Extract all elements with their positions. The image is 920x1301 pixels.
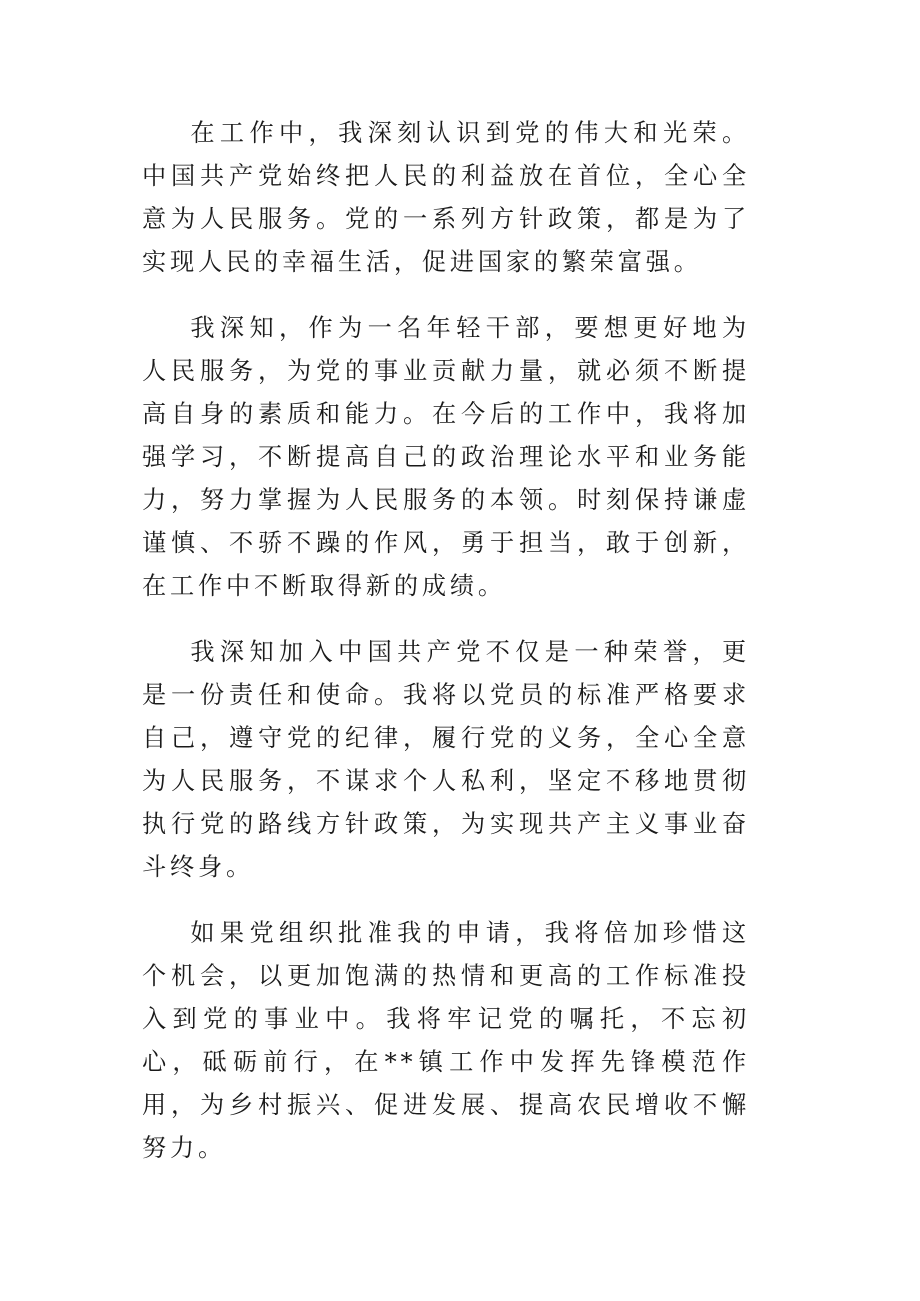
paragraph-1: 在工作中，我深刻认识到党的伟大和光荣。中国共产党始终把人民的利益放在首位，全心全意为人民服务。党的一系列方针政策，都是为了实现人民的幸福生活，促进国家的繁荣富强。 [142,119,750,276]
paragraph-3: 我深知加入中国共产党不仅是一种荣誉，更是一份责任和使命。我将以党员的标准严格要求自己，遵守党的纪律，履行党的义务，全心全意为人民服务，不谋求个人私利，坚定不移地贯彻执行党的路线方针政策，为实现共产主义事业奋斗终身。 [142,638,750,881]
paragraph-4: 如果党组织批准我的申请，我将倍加珍惜这个机会，以更加饱满的热情和更高的工作标准投入到党的事业中。我将牢记党的嘱托，不忘初心，砥砺前行，在**镇工作中发挥先锋模范作用，为乡村振兴、促进发展、提高农民增收不懈努力。 [142,919,750,1162]
paragraph-2: 我深知，作为一名年轻干部，要想更好地为人民服务，为党的事业贡献力量，就必须不断提高自身的素质和能力。在今后的工作中，我将加强学习，不断提高自己的政治理论水平和业务能力，努力掌握为人民服务的本领。时刻保持谦虚谨慎、不骄不躁的作风，勇于担当，敢于创新，在工作中不断取得新的成绩。 [142,314,750,600]
